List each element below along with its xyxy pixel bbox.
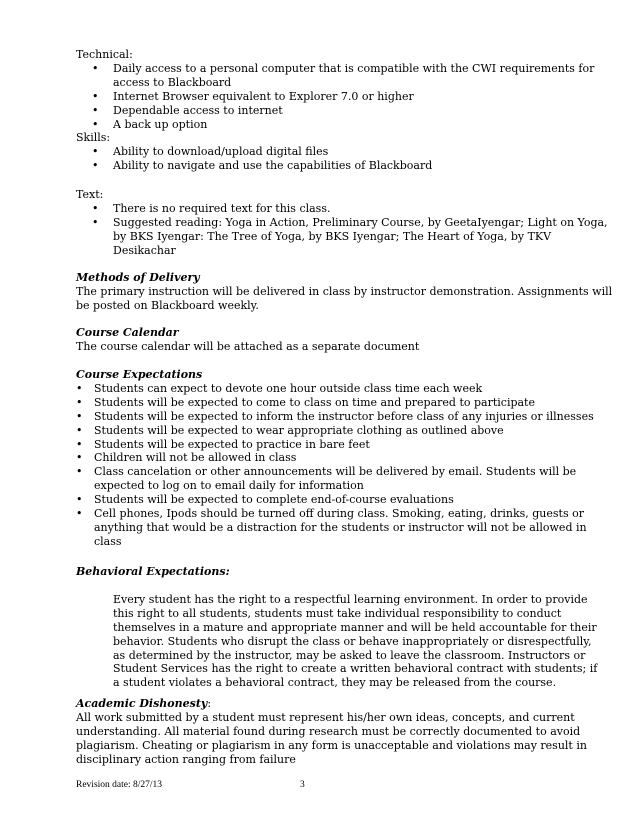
text-section	[76, 188, 616, 258]
text-label: Text:	[76, 188, 104, 201]
bullet-icon: •	[76, 437, 83, 451]
list-item: • A back up option	[92, 117, 208, 131]
methods-heading: Methods of Delivery	[76, 271, 200, 284]
list-item: • Students can expect to devote one hour outside class time each week	[76, 381, 483, 395]
skills-label: Skills:	[76, 131, 111, 145]
expectations-section	[76, 368, 616, 549]
behavioral-heading: Behavioral Expectations:	[76, 565, 230, 578]
list-item: • Suggested reading: Yoga in Action, Preliminary Course, by GeetaIyengar; Light on Yoga, by BKS Iyengar: The Tree of Yoga, by BKS Iyengar; The Heart of Yoga, by TKV Desikachar	[92, 215, 608, 257]
skills-list	[76, 145, 616, 173]
bullet-icon: •	[76, 451, 83, 465]
bullet-icon: •	[92, 159, 99, 173]
methods-section	[76, 271, 616, 313]
list-item: • Class cancelation or other announcements will be delivered by email. Students will be expected to log on to email daily for information	[76, 465, 577, 493]
list-item: • There is no required text for this class.	[92, 201, 331, 215]
list-item: • Students will be expected to come to class on time and prepared to participate	[76, 395, 535, 409]
bullet-icon: •	[92, 103, 99, 117]
list-item: • Ability to navigate and use the capabilities of Blackboard	[92, 159, 433, 173]
expectations-heading: Course Expectations	[76, 368, 203, 381]
list-item: • Internet Browser equivalent to Explorer 7.0 or higher	[92, 89, 414, 103]
calendar-body: The course calendar will be attached as a separate document	[76, 339, 420, 353]
list-item: • Children will not be allowed in class	[76, 451, 297, 465]
technical-label: Technical:	[76, 48, 133, 61]
page-number: 3	[300, 780, 305, 790]
technical-section	[76, 48, 616, 173]
list-item: • Daily access to a personal computer that is compatible with the CWI requirements for access to Blackboard	[92, 61, 595, 89]
methods-body: The primary instruction will be delivered in class by instructor demonstration. Assignments will be posted on Blackboard weekly.	[76, 284, 613, 312]
list-item: • Students will be expected to complete end-of-course evaluations	[76, 493, 454, 507]
list-item: • Students will be expected to practice in bare feet	[76, 437, 370, 451]
calendar-heading: Course Calendar	[76, 326, 179, 339]
list-item: • Cell phones, Ipods should be turned off during class. Smoking, eating, drinks, guests or anything that would be a distraction for the students or instructor will not be allowed in class	[76, 507, 587, 548]
bullet-icon: •	[76, 395, 83, 409]
dishonesty-heading-line	[76, 697, 616, 711]
bullet-icon: •	[92, 89, 99, 103]
bullet-icon: •	[76, 493, 83, 507]
bullet-icon: •	[76, 465, 83, 479]
bullet-icon: •	[76, 381, 83, 395]
list-item: • Students will be expected to wear appropriate clothing as outlined above	[76, 423, 504, 437]
dishonesty-body: All work submitted by a student must represent his/her own ideas, concepts, and current understanding. All material found during research must be correctly documented to avoid plagiarism. Cheating or plagiarism in any form is unacceptable and violations may result in disciplinary action ranging from failure	[76, 710, 587, 766]
expectations-list	[76, 382, 616, 549]
bullet-icon: •	[76, 423, 83, 437]
bullet-icon: •	[92, 61, 99, 75]
dishonesty-section	[76, 697, 616, 767]
revision-date: Revision date: 8/27/13	[76, 780, 163, 790]
list-item: • Dependable access to internet	[92, 103, 283, 117]
bullet-icon: •	[76, 409, 83, 423]
bullet-icon: •	[92, 215, 99, 229]
bullet-icon: •	[76, 507, 83, 521]
bullet-icon: •	[92, 145, 99, 159]
text-list	[76, 202, 616, 258]
list-item: • Students will be expected to inform the instructor before class of any injuries or illnesses	[76, 409, 594, 423]
bullet-icon: •	[92, 117, 99, 131]
list-item: • Ability to download/upload digital files	[92, 145, 329, 159]
dishonesty-heading-colon: :	[207, 697, 212, 710]
calendar-section	[76, 326, 616, 354]
behavioral-section	[76, 565, 616, 690]
behavioral-body: Every student has the right to a respectful learning environment. In order to provide this right to all students, students must take individual responsibility to conduct themselves in a mature and appropriate manner and will be held accountable for their behavior. Students who disrupt the class or behave inappropriately or disrespectfully, as determined by the instructor, may be asked to leave the classroom. Instructors or Student Services has the right to create a written behavioral contract with students; if a student violates a behavioral contract, they may be released from the course.	[113, 592, 598, 690]
technical-list	[76, 62, 616, 132]
dishonesty-heading: Academic Dishonesty	[76, 697, 208, 710]
bullet-icon: •	[92, 201, 99, 215]
